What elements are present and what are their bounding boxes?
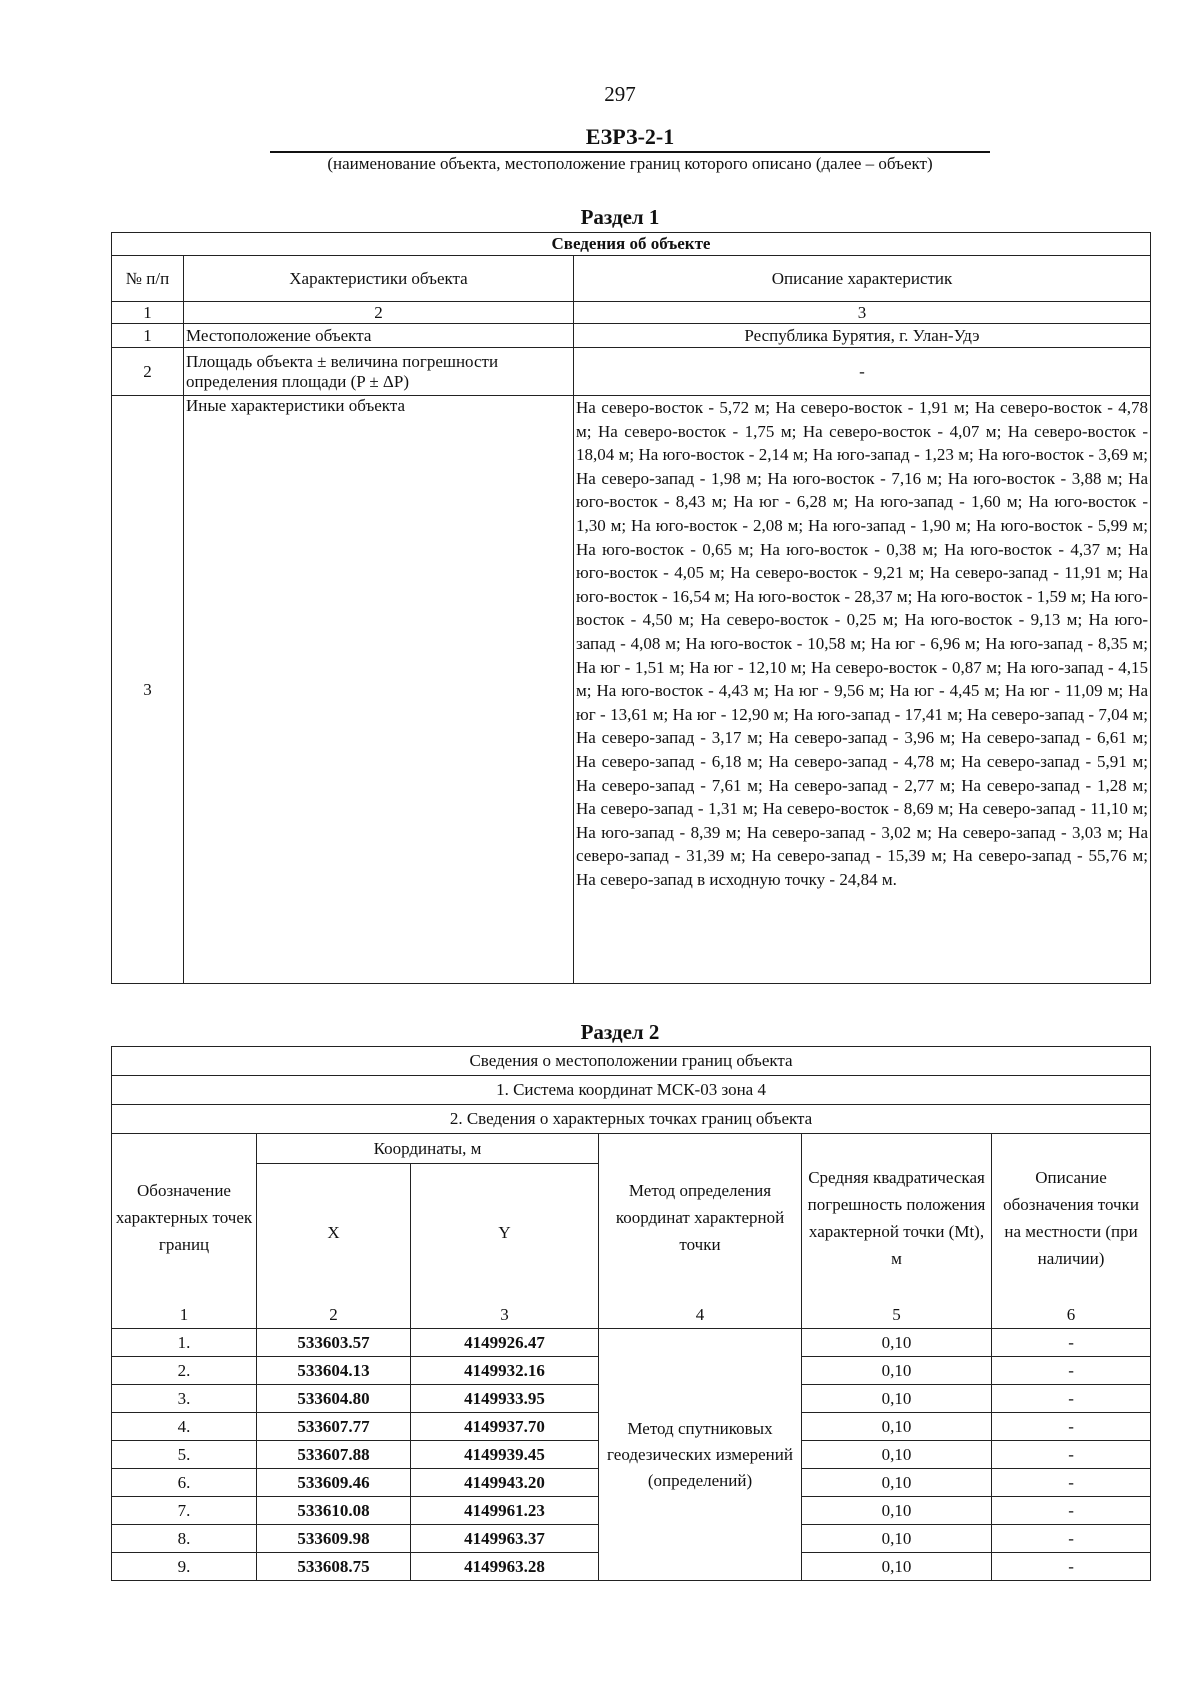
colnum-1: 1 [112,1302,257,1329]
point-y: 4149932.16 [411,1357,599,1385]
point-mt: 0,10 [802,1357,992,1385]
point-mt: 0,10 [802,1413,992,1441]
header-description: Описание характеристик [574,256,1151,302]
header-characteristics: Характеристики объекта [184,256,574,302]
point-x: 533607.88 [257,1441,411,1469]
point-label: 1. [112,1329,257,1357]
point-desc: - [992,1413,1151,1441]
point-label: 2. [112,1357,257,1385]
point-x: 533608.75 [257,1553,411,1581]
point-label: 9. [112,1553,257,1581]
point-label: 7. [112,1497,257,1525]
point-y: 4149963.28 [411,1553,599,1581]
row-value: На северо-восток - 5,72 м; На северо-восток - 1,91 м; На северо-восток - 4,78 м; На северо-восток - 1,75 м; На северо-восток - 4,07 м; На северо-восток - 18,04 м; На юго-восток - 2,14 м; На юго-запад - 1,23 м; На юго-восток - 3,69 м; На северо-запад - 1,98 м; На юго-восток - 7,16 м; На юго-восток - 3,88 м; На юго-восток - 8,43 м; На юг - 6,28 м; На юго-запад - 1,60 м; На юго-восток - 1,30 м; На юго-восток - 2,08 м; На юго-запад - 1,90 м; На юго-восток - 5,99 м; На юго-восток - 0,65 м; На юго-восток - 0,38 м; На юго-восток - 4,37 м; На юго-восток - 4,05 м; На северо-восток - 9,21 м; На северо-запад - 11,91 м; На юго-восток - 16,54 м; На юго-восток - 28,37 м; На юго-восток - 1,59 м; На юго-восток - 4,50 м; На северо-восток - 0,25 м; На юго-восток - 9,13 м; На юго-запад - 4,08 м; На юго-восток - 10,58 м; На юг - 6,96 м; На юго-запад - 8,35 м; На юг - 1,51 м; На юг - 12,10 м; На северо-восток - 0,87 м; На юго-запад - 4,15 м; На юго-восток - 4,43 м; На юг - 9,56 м; На юг - 4,45 м; На юг - 11,09 м; На юг - 13,61 м; На юг - 12,90 м; На юго-запад - 17,41 м; На северо-запад - 7,04 м; На северо-запад - 3,17 м; На северо-запад - 3,96 м; На северо-запад - 6,61 м; На северо-запад - 6,18 м; На северо-запад - 4,78 м; На северо-запад - 5,91 м; На северо-запад - 7,61 м; На северо-запад - 2,77 м; На северо-запад - 1,28 м; На северо-запад - 1,31 м; На северо-восток - 8,69 м; На северо-запад - 11,10 м; На юго-запад - 8,39 м; На северо-запад - 3,02 м; На северо-запад - 3,03 м; На северо-запад - 31,39 м; На северо-запад - 15,39 м; На северо-запад - 55,76 м; На северо-запад в исходную точку - 24,84 м. [574,396,1151,984]
page-number: 297 [604,82,636,106]
table2-caption-3: 2. Сведения о характерных точках границ объекта [112,1105,1151,1134]
point-label: 8. [112,1525,257,1553]
header-point: Обозначение характерных точек границ [112,1134,257,1302]
method-cell: Метод спутниковых геодезических измерений (определений) [599,1329,802,1581]
header-num: № п/п [112,256,184,302]
point-x: 533604.80 [257,1385,411,1413]
point-desc: - [992,1497,1151,1525]
object-caption: (наименование объекта, местоположение границ которого описано (далее – объект) [327,154,933,173]
section1-title: Раздел 1 [580,205,660,229]
row-name: Местоположение объекта [184,324,574,348]
point-desc: - [992,1385,1151,1413]
point-mt: 0,10 [802,1553,992,1581]
point-desc: - [992,1525,1151,1553]
colnum-2: 2 [257,1302,411,1329]
colnum-1: 1 [112,302,184,324]
table2-caption-2: 1. Система координат МСК-03 зона 4 [112,1076,1151,1105]
object-name: ЕЗРЗ-2-1 [270,124,990,153]
point-x: 533609.98 [257,1525,411,1553]
colnum-3: 3 [411,1302,599,1329]
colnum-2: 2 [184,302,574,324]
point-y: 4149933.95 [411,1385,599,1413]
point-label: 3. [112,1385,257,1413]
point-x: 533604.13 [257,1357,411,1385]
point-y: 4149939.45 [411,1441,599,1469]
point-label: 6. [112,1469,257,1497]
colnum-5: 5 [802,1302,992,1329]
row-value: Республика Бурятия, г. Улан-Удэ [574,324,1151,348]
point-y: 4149943.20 [411,1469,599,1497]
point-x: 533603.57 [257,1329,411,1357]
point-desc: - [992,1357,1151,1385]
point-label: 4. [112,1413,257,1441]
point-x: 533607.77 [257,1413,411,1441]
row-num: 2 [112,348,184,396]
row-name: Иные характеристики объекта [184,396,574,984]
point-label: 5. [112,1441,257,1469]
colnum-4: 4 [599,1302,802,1329]
point-x: 533609.46 [257,1469,411,1497]
table-row [112,1329,1151,1357]
point-mt: 0,10 [802,1441,992,1469]
point-mt: 0,10 [802,1469,992,1497]
table1-caption: Сведения об объекте [112,233,1151,256]
point-mt: 0,10 [802,1497,992,1525]
point-desc: - [992,1329,1151,1357]
boundary-points-table [111,1046,1151,1581]
point-desc: - [992,1553,1151,1581]
point-mt: 0,10 [802,1385,992,1413]
point-y: 4149961.23 [411,1497,599,1525]
point-y: 4149937.70 [411,1413,599,1441]
header-coords: Координаты, м [257,1134,599,1164]
header-method: Метод определения координат характерной точки [599,1134,802,1302]
point-x: 533610.08 [257,1497,411,1525]
point-mt: 0,10 [802,1525,992,1553]
table2-caption-1: Сведения о местоположении границ объекта [112,1047,1151,1076]
point-desc: - [992,1469,1151,1497]
header-accuracy: Средняя квадратическая погрешность положения характерной точки (Mt), м [802,1134,992,1302]
header-y: Y [411,1164,599,1302]
row-name: Площадь объекта ± величина погрешности определения площади (P ± ΔP) [184,348,574,396]
point-y: 4149926.47 [411,1329,599,1357]
colnum-3: 3 [574,302,1151,324]
header-x: X [257,1164,411,1302]
row-value: - [574,348,1151,396]
point-desc: - [992,1441,1151,1469]
colnum-6: 6 [992,1302,1151,1329]
point-y: 4149963.37 [411,1525,599,1553]
section2-title: Раздел 2 [580,1020,660,1044]
point-mt: 0,10 [802,1329,992,1357]
object-info-table [111,232,1151,984]
header-description: Описание обозначения точки на местности (при наличии) [992,1134,1151,1302]
row-num: 3 [112,396,184,984]
row-num: 1 [112,324,184,348]
